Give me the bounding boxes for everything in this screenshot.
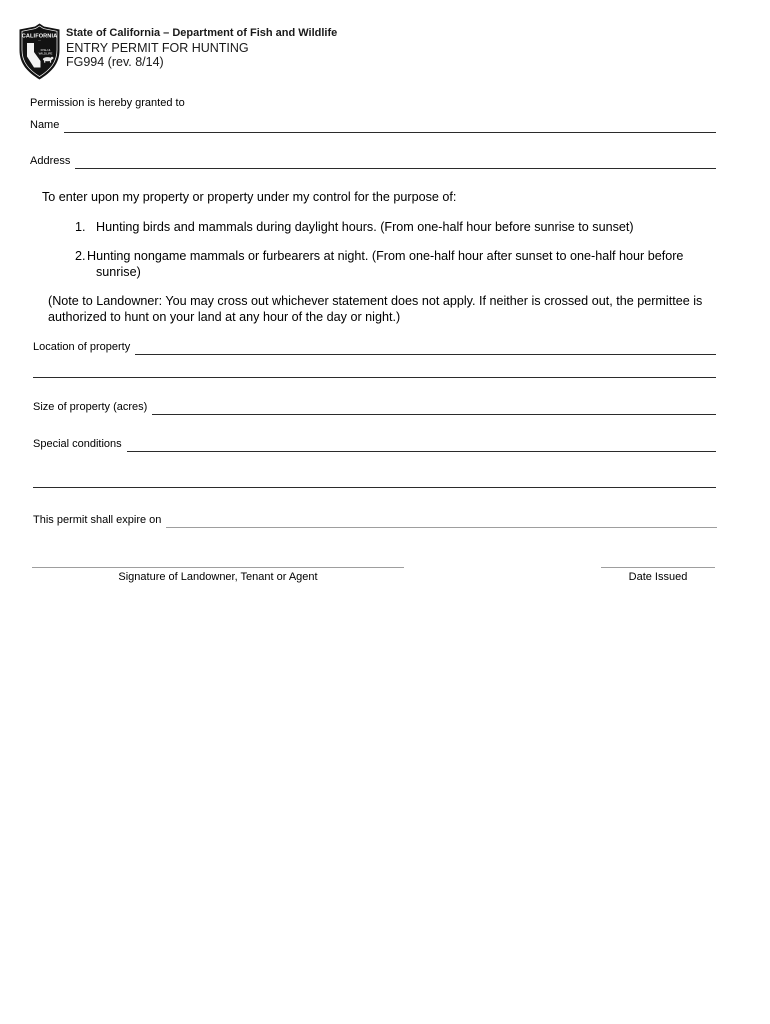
location-input-line-2[interactable] (33, 377, 716, 378)
logo-text-wildlife: WILDLIFE (38, 51, 53, 56)
item-1-text: Hunting birds and mammals during daylight hours. (From one-half hour before sunrise to sunset) (96, 220, 634, 234)
address-input-line[interactable] (75, 154, 716, 169)
signature-input-line[interactable] (32, 561, 404, 568)
logo-text-california: CALIFORNIA (21, 33, 58, 40)
item-2-text: Hunting nongame mammals or furbearers at night. (From one-half hour after sunset to one-half hour before sunrise) (87, 249, 684, 279)
address-label: Address (30, 155, 71, 167)
name-field-row (30, 118, 716, 133)
size-field-row (33, 400, 716, 415)
purpose-intro: To enter upon my property or property under my control for the purpose of: (42, 190, 457, 204)
form-title: ENTRY PERMIT FOR HUNTING (66, 41, 249, 55)
cdfw-shield-logo-icon (17, 23, 62, 80)
intro-text: Permission is hereby granted to (30, 97, 185, 109)
form-number: FG994 (rev. 8/14) (66, 55, 164, 69)
special-conditions-label: Special conditions (33, 438, 122, 450)
logo-text-fish: FISH & (40, 48, 51, 52)
signature-label: Signature of Landowner, Tenant or Agent (118, 571, 318, 583)
location-field-row (33, 340, 716, 355)
date-issued-block (601, 561, 715, 584)
purpose-item-2 (75, 249, 696, 280)
item-2-number: 2. (75, 249, 86, 263)
address-field-row (30, 154, 716, 169)
special-conditions-field-row (33, 437, 716, 452)
special-conditions-input-line-2[interactable] (33, 487, 716, 488)
location-input-line[interactable] (135, 340, 716, 355)
size-label: Size of property (acres) (33, 401, 148, 413)
expiration-input-line[interactable] (166, 513, 717, 528)
date-issued-input-line[interactable] (601, 561, 715, 568)
expiration-label: This permit shall expire on (33, 514, 162, 526)
date-issued-label: Date Issued (628, 571, 688, 583)
purpose-item-1 (75, 220, 715, 236)
signature-block (32, 561, 404, 584)
logo-dots: ··· (37, 38, 42, 43)
location-label: Location of property (33, 341, 131, 353)
agency-name: State of California – Department of Fish and Wildlife (66, 27, 338, 39)
form-header (66, 27, 337, 69)
size-input-line[interactable] (152, 400, 716, 415)
expiration-field-row (33, 513, 717, 528)
name-input-line[interactable] (64, 118, 716, 133)
landowner-note: (Note to Landowner: You may cross out whichever statement does not apply. If neither is crossed out, the permittee is authorized to hunt on your land at any hour of the day or night.) (48, 294, 703, 324)
name-label: Name (30, 119, 60, 131)
special-conditions-input-line[interactable] (127, 437, 716, 452)
item-1-number: 1. (75, 220, 86, 234)
